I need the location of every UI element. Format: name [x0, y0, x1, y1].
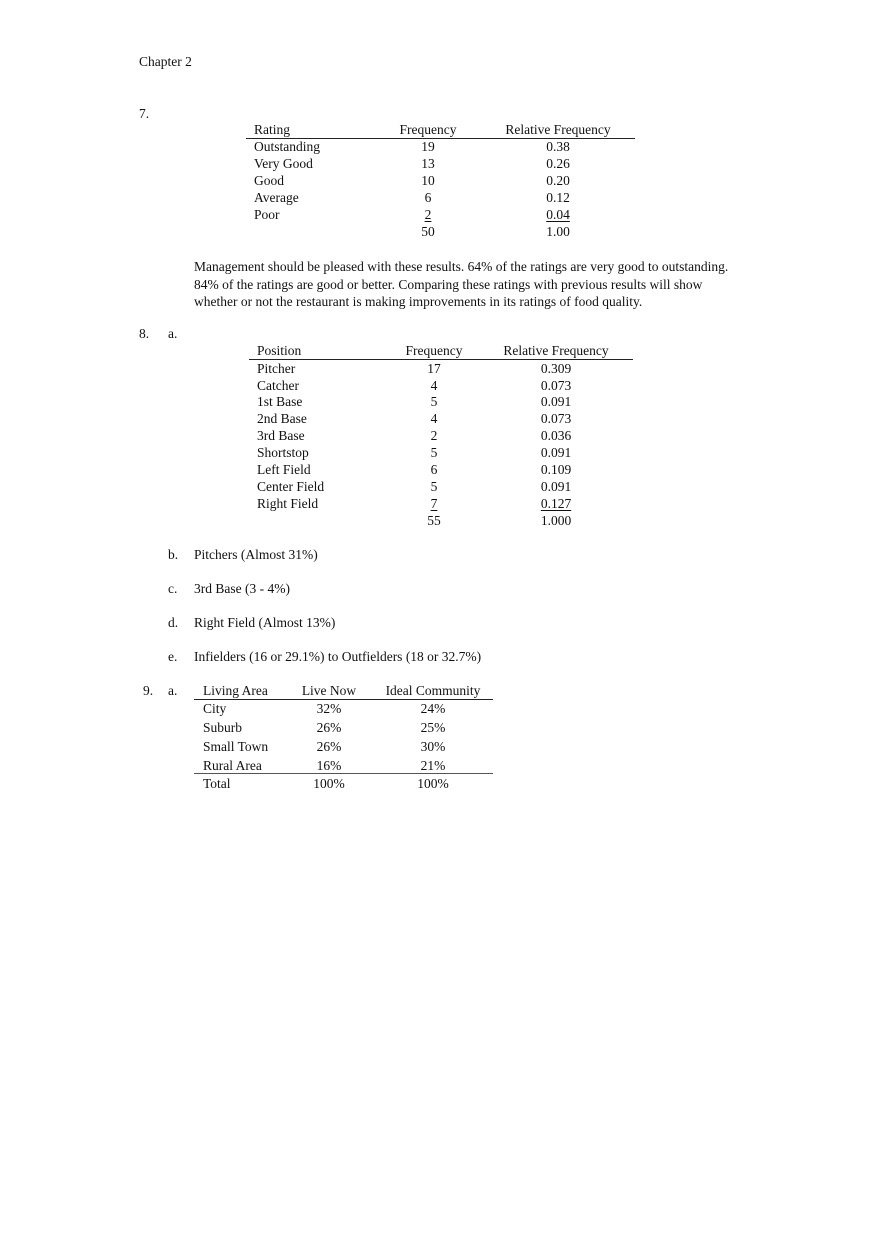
- row-frequency: 17: [427, 361, 441, 376]
- row-living-area: Suburb: [203, 720, 243, 735]
- row-frequency: 6: [430, 462, 438, 477]
- col-header-relative-frequency: Relative Frequency: [505, 122, 611, 137]
- row-relative-frequency: 0.04: [546, 207, 570, 222]
- row-label: Shortstop: [257, 445, 309, 460]
- row-frequency: 6: [424, 190, 432, 205]
- col-header-living-area: Living Area: [203, 683, 268, 698]
- total-relative-frequency: 1.00: [546, 224, 570, 239]
- row-ideal-community: 25%: [420, 720, 446, 735]
- row-relative-frequency: 0.091: [540, 445, 572, 460]
- row-ideal-community: 30%: [420, 739, 446, 754]
- table-total-rule: [194, 773, 493, 774]
- row-relative-frequency: 0.091: [540, 479, 572, 494]
- part-letter: e.: [168, 649, 178, 664]
- question-9-number: 9.: [143, 683, 154, 698]
- row-frequency: 2: [430, 428, 438, 443]
- row-frequency: 2: [424, 207, 432, 222]
- row-live-now: 26%: [316, 720, 342, 735]
- row-frequency: 5: [430, 479, 438, 494]
- row-relative-frequency: 0.109: [540, 462, 572, 477]
- row-label: Catcher: [257, 378, 299, 393]
- row-frequency: 4: [430, 411, 438, 426]
- row-relative-frequency: 0.20: [546, 173, 570, 188]
- row-ideal-community: 24%: [420, 701, 446, 716]
- chapter-title: Chapter 2: [139, 54, 192, 69]
- row-frequency: 19: [421, 139, 435, 154]
- part-answer: Infielders (16 or 29.1%) to Outfielders (18 or 32.7%): [194, 649, 482, 664]
- row-live-now: 26%: [316, 739, 342, 754]
- col-header-rating: Rating: [254, 122, 290, 137]
- part-answer: Pitchers (Almost 31%): [194, 547, 318, 562]
- row-label: Poor: [254, 207, 280, 222]
- row-relative-frequency: 0.26: [546, 156, 570, 171]
- management-paragraph: [194, 258, 784, 311]
- table-header-rule: [194, 699, 493, 700]
- col-header-position: Position: [257, 343, 302, 358]
- row-relative-frequency: 0.38: [546, 139, 570, 154]
- col-header-frequency: Frequency: [399, 122, 457, 137]
- row-label: Left Field: [257, 462, 311, 477]
- row-frequency: 4: [430, 378, 438, 393]
- row-relative-frequency: 0.036: [540, 428, 572, 443]
- col-header-frequency: Frequency: [405, 343, 463, 358]
- row-relative-frequency: 0.309: [540, 361, 572, 376]
- part-answer: Right Field (Almost 13%): [194, 615, 336, 630]
- total-frequency: 55: [427, 513, 441, 528]
- row-relative-frequency: 0.127: [540, 496, 572, 511]
- question-7-number: 7.: [139, 106, 150, 121]
- row-frequency: 5: [430, 445, 438, 460]
- total-live-now: 100%: [313, 776, 345, 791]
- question-8-number: 8.: [139, 326, 150, 341]
- row-label: Right Field: [257, 496, 319, 511]
- total-relative-frequency: 1.000: [540, 513, 572, 528]
- row-label: Very Good: [254, 156, 313, 171]
- row-frequency: 5: [430, 394, 438, 409]
- row-live-now: 16%: [316, 758, 342, 773]
- row-ideal-community: 21%: [420, 758, 446, 773]
- row-living-area: Small Town: [203, 739, 269, 754]
- row-label: Average: [254, 190, 299, 205]
- question-9-part-a: a.: [168, 683, 178, 698]
- part-letter: b.: [168, 547, 179, 562]
- row-label: Good: [254, 173, 284, 188]
- row-live-now: 32%: [316, 701, 342, 716]
- row-relative-frequency: 0.073: [540, 411, 572, 426]
- row-label: 3rd Base: [257, 428, 305, 443]
- row-frequency: 7: [430, 496, 438, 511]
- table-header-rule: [249, 359, 633, 360]
- row-relative-frequency: 0.12: [546, 190, 570, 205]
- total-ideal-community: 100%: [417, 776, 449, 791]
- part-letter: c.: [168, 581, 178, 596]
- part-answer: 3rd Base (3 - 4%): [194, 581, 290, 596]
- row-label: Center Field: [257, 479, 325, 494]
- part-letter: d.: [168, 615, 179, 630]
- col-header-relative-frequency: Relative Frequency: [503, 343, 609, 358]
- question-8-part-a: a.: [168, 326, 178, 341]
- row-frequency: 10: [421, 173, 435, 188]
- row-living-area: City: [203, 701, 227, 716]
- paragraph-line: Management should be pleased with these results. 64% of the ratings are very good to outstanding.: [194, 259, 729, 274]
- row-relative-frequency: 0.073: [540, 378, 572, 393]
- paragraph-line: whether or not the restaurant is making improvements in its ratings of food quality.: [194, 294, 643, 309]
- row-relative-frequency: 0.091: [540, 394, 572, 409]
- row-living-area: Rural Area: [203, 758, 262, 773]
- paragraph-line: 84% of the ratings are good or better. Comparing these ratings with previous results will show: [194, 276, 703, 292]
- col-header-live-now: Live Now: [301, 683, 357, 698]
- total-frequency: 50: [421, 224, 435, 239]
- row-label: Outstanding: [254, 139, 320, 154]
- row-label: 1st Base: [257, 394, 303, 409]
- total-label: Total: [203, 776, 231, 791]
- col-header-ideal-community: Ideal Community: [385, 683, 481, 698]
- row-label: Pitcher: [257, 361, 296, 376]
- row-frequency: 13: [421, 156, 435, 171]
- row-label: 2nd Base: [257, 411, 307, 426]
